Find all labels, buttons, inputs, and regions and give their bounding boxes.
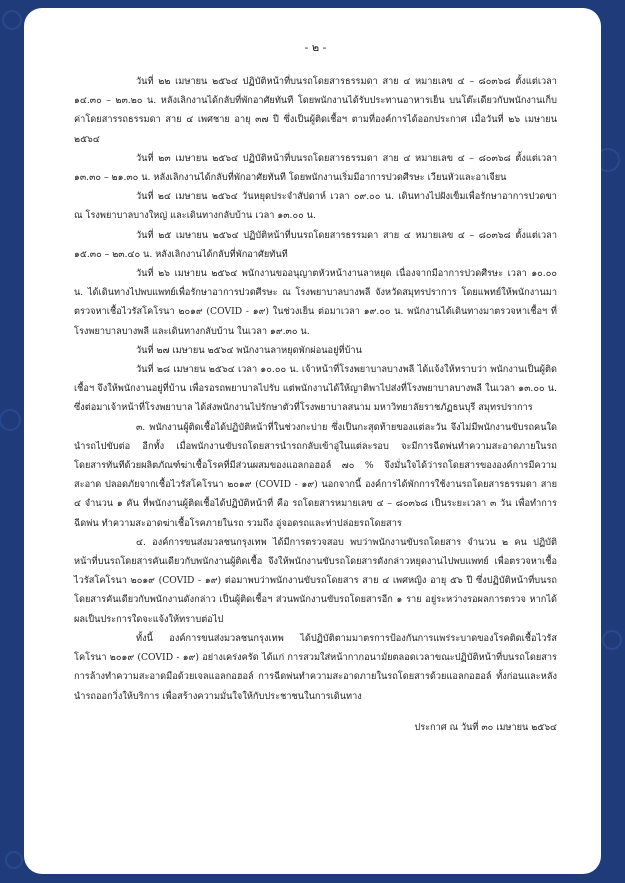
paragraph-item-4: ๔. องค์การขนส่งมวลชนกรุงเทพ ได้มีการตรวจสอบ พบว่าพนักงานขับรถโดยสาร จำนวน ๒ คน ปฏิบัติหน้าที่บนรถโดยสารคันเดียวกับพนักงานผู้ติดเชื้อ จึงให้พนักงานขับรถโดยสารดังกล่าวหยุดงานไปพบแพทย์ เพื่อตรวจหาเชื้อไวรัสโคโรนา ๒๐๑๙ (COVID - ๑๙) ต่อมาพบว่าพนักงานขับรถโดยสาร สาย ๔ เพศหญิง อายุ ๕๖ ปี ซึ่งปฏิบัติหน้าที่บนรถโดยสารคันเดียวกับพนักงานดังกล่าว เป็นผู้ติดเชื้อฯ ส่วนพนักงานขับรถโดยสารอีก ๑ ราย อยู่ระหว่างรอผลการตรวจ หากได้ผลเป็นประการใดจะแจ้งให้ทราบต่อไป: [74, 536, 557, 625]
paragraph-apr-25: วันที่ ๒๕ เมษายน ๒๕๖๔ ปฏิบัติหน้าที่บนรถโดยสารธรรมดา สาย ๔ หมายเลข ๔ – ๘๐๓๖๘ ตั้งแต่เวลา ๑๕.๓๐ – ๒๓.๔๐ น. หลังเลิกงานได้กลับที่พักอาศัยทันที: [74, 229, 557, 260]
paragraph-apr-22: วันที่ ๒๒ เมษายน ๒๕๖๔ ปฏิบัติหน้าที่บนรถโดยสารธรรมดา สาย ๔ หมายเลข ๔ – ๘๐๓๖๘ ตั้งแต่เวลา ๑๔.๓๐ – ๒๓.๒๐ น. หลังเลิกงานได้กลับที่พักอาศัยทันที โดยพนักงานได้รับประทานอาหารเย็น บนโต๊ะเดียวกับพนักงานเก็บค่าโดยสารรถธรรมดา สาย ๔ เพศชาย อายุ ๓๗ ปี ซึ่งเป็นผู้ติดเชื้อฯ ตามที่องค์การได้ออกประกาศ เมื่อวันที่ ๒๖ เมษายน ๒๕๖๔: [74, 76, 557, 145]
page-number: - ๒ -: [304, 41, 327, 54]
announcement-date: ประกาศ ณ วันที่ ๓๐ เมษายน ๒๕๖๔: [414, 721, 557, 733]
document-page: [24, 8, 601, 874]
paragraph-apr-28: วันที่ ๒๘ เมษายน ๒๕๖๔ เวลา ๑๐.๐๐ น. เจ้าหน้าที่โรงพยาบาลบางพลี ได้แจ้งให้ทราบว่า พนักงานเป็นผู้ติดเชื้อฯ จึงให้พนักงานอยู่ที่บ้าน เพื่อรอรถพยาบาลไปรับ แต่พนักงานได้ให้ญาติพาไปส่งที่โรงพยาบาลบางพลี ในเวลา ๑๓.๐๐ น. ซึ่งต่อมาเจ้าหน้าที่โรงพยาบาล ได้ส่งพนักงานไปรักษาตัวที่โรงพยาบาลสนาม มหาวิทยาลัยราชภัฏธนบุรี สมุทรปราการ: [74, 364, 557, 414]
paragraph-item-3: ๓. พนักงานผู้ติดเชื้อได้ปฏิบัติหน้าที่ในช่วงกะบ่าย ซึ่งเป็นกะสุดท้ายของแต่ละวัน จึงไม่มีพนักงานขับรถคนใดนำรถไปขับต่อ อีกทั้ง เมื่อพนักงานขับรถโดยสารนำรถกลับเข้าอู่ในแต่ละรอบ จะมีการฉีดพ่นทำความสะอาดภายในรถโดยสารทันทีด้วยผลิตภัณฑ์ฆ่าเชื้อโรคที่มีส่วนผสมของแอลกอฮอล์ ๗๐ % จึงมั่นใจได้ว่ารถโดยสารขององค์การมีความสะอาด ปลอดภัยจากเชื้อไวรัสโคโรนา ๒๐๑๙ (COVID - ๑๙) นอกจากนี้ องค์การได้พักการใช้งานรถโดยสารธรรมดา สาย ๔ จำนวน ๑ คัน ที่พนักงานผู้ติดเชื้อได้ปฏิบัติหน้าที่ คือ รถโดยสารหมายเลข ๔ – ๘๐๓๖๘ เป็นระยะเวลา ๓ วัน เพื่อทำการฉีดพ่น ทำความสะอาดฆ่าเชื้อโรคภายในรถ รวมถึง อู่จอดรถและท่าปล่อยรถโดยสาร: [74, 421, 557, 529]
paragraph-apr-26: วันที่ ๒๖ เมษายน ๒๕๖๔ พนักงานขออนุญาตหัวหน้างานลาหยุด เนื่องจากมีอาการปวดศีรษะ เวลา ๑๐.๐๐ น. ได้เดินทางไปพบแพทย์เพื่อรักษาอาการปวดศีรษะ ณ โรงพยาบาลบางพลี จังหวัดสมุทรปราการ โดยแพทย์ให้พนักงานมาตรวจหาเชื้อไวรัสโคโรนา ๒๐๑๙ (COVID - ๑๙) ในช่วงเย็น ต่อมาเวลา ๑๙.๐๐ น. พนักงานได้เดินทางมาตรวจหาเชื้อฯ ที่โรงพยาบาลบางพลี และเดินทางกลับบ้าน ในเวลา ๑๙.๓๐ น.: [74, 268, 557, 337]
paragraph-apr-27: วันที่ ๒๗ เมษายน ๒๕๖๔ พนักงานลาหยุดพักผ่อนอยู่ที่บ้าน: [136, 344, 362, 356]
paragraph-apr-23: วันที่ ๒๓ เมษายน ๒๕๖๔ ปฏิบัติหน้าที่บนรถโดยสารธรรมดา สาย ๔ หมายเลข ๔ – ๘๐๓๖๘ ตั้งแต่เวลา ๑๓.๓๐ – ๒๑.๓๐ น. หลังเลิกงานได้กลับที่พักอาศัยทันที โดยพนักงานเริ่มมีอาการปวดศีรษะ เวียนหัวและอาเจียน: [74, 152, 557, 184]
paragraph-apr-24: วันที่ ๒๔ เมษายน ๒๕๖๔ วันหยุดประจำสัปดาห์ เวลา ๐๙.๐๐ น. เดินทางไปฝังเข็มเพื่อรักษาอาการปวดขา ณ โรงพยาบาลบางใหญ่ และเดินทางกลับบ้าน เวลา ๑๓.๐๐ น.: [74, 191, 557, 222]
paragraph-closing: ทั้งนี้ องค์การขนส่งมวลชนกรุงเทพ ได้ปฏิบัติตามมาตรการป้องกันการแพร่ระบาดของโรคติดเชื้อไวรัสโคโรนา ๒๐๑๙ (COVID - ๑๙) อย่างเคร่งครัด ได้แก่ การสวมใส่หน้ากากอนามัยตลอดเวลาขณะปฏิบัติหน้าที่บนรถโดยสาร การล้างทำความสะอาดมือด้วยเจลแอลกอฮอล์ การฉีดพ่นทำความสะอาดภายในรถโดยสารด้วยแอลกอฮอล์ ทั้งก่อนและหลังนำรถออกวิ่งให้บริการ เพื่อสร้างความมั่นใจให้กับประชาชนในการเดินทาง: [74, 632, 557, 702]
